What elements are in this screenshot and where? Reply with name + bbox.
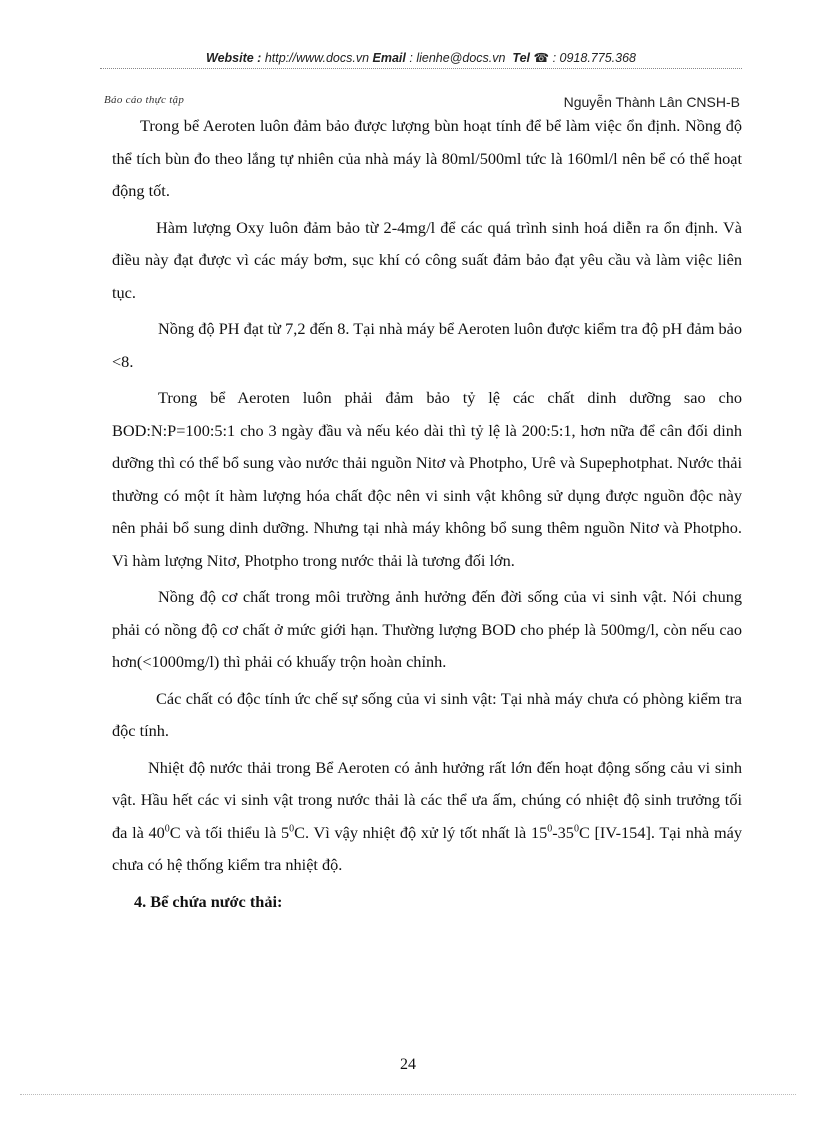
email-value[interactable]: : lienhe@docs.vn: [409, 51, 506, 65]
temp-text-5: C [IV-154]. Tại nhà máy chưa có hệ thống kiểm tra nhiệt độ.: [112, 822, 742, 874]
paragraph: Hàm lượng Oxy luôn đảm bảo từ 2-4mg/l để các quá trình sinh hoá diễn ra ổn định. Và điều này đạt được vì các máy bơm, sục khí có công suất đảm bảo đạt yêu cầu và làm việc liên tục.: [112, 217, 742, 302]
temp-text-2: C và tối thiểu là 5: [169, 822, 290, 842]
paragraph: Các chất có độc tính ức chế sự sống của vi sinh vật: Tại nhà máy chưa có phòng kiểm tra độc tính.: [112, 688, 742, 740]
temp-text-1: Nhiệt độ nước thải trong Bể Aeroten có ảnh hưởng rất lớn đến hoạt động sống cảu vi sinh vật. Hầu hết các vi sinh vật trong nước thải là các thể ưa ấm, chúng có nhiệt độ sinh trưởng tối đa là 40: [112, 757, 742, 842]
running-head-left: Báo cáo thực tập: [104, 94, 185, 106]
degree-sup: 0: [547, 823, 553, 835]
phone-icon: ☎: [533, 51, 550, 65]
paragraph: Trong bể Aeroten luôn đảm bảo được lượng bùn hoạt tính để bể làm việc ổn định. Nồng độ thể tích bùn đo theo lắng tự nhiên của nhà máy là 80ml/500ml tức là 160ml/l nên bể có thể hoạt động tốt.: [112, 116, 742, 200]
paragraph: Trong bể Aeroten luôn phải đảm bảo tỷ lệ các chất dinh dưỡng sao cho BOD:N:P=100:5:1 cho 3 ngày đầu và nếu kéo dài thì tỷ lệ là 200:5:1, hơn nữa để cân đối dinh dưỡng thì có thể bổ sung vào nước thải nguồn Nitơ và Photpho, Urê và Supephotphat. Nước thải thường có một ít hàm lượng hóa chất độc nên vi sinh vật không sử dụng được nguồn độc này nên phải bổ sung dinh dưỡng. Nhưng tại nhà máy không bổ sung thêm nguồn Nitơ và Photpho. Vì hàm lượng Nitơ, Photpho trong nước thải là tương đối lớn.: [112, 388, 742, 570]
website-label: Website :: [206, 51, 262, 65]
running-head-right: Nguyễn Thành Lân CNSH-B: [563, 94, 740, 110]
page-number: 24: [400, 1056, 416, 1073]
body-text: [112, 110, 742, 922]
section-heading: 4. Bể chứa nước thải:: [134, 891, 283, 911]
temp-text-4: -35: [552, 822, 574, 842]
paragraph: Nồng độ PH đạt từ 7,2 đến 8. Tại nhà máy bể Aeroten luôn được kiểm tra độ pH đảm bảo <8.: [112, 319, 742, 371]
footer-divider: [20, 1094, 796, 1095]
tel-value: : 0918.775.368: [552, 51, 636, 65]
website-url[interactable]: http://www.docs.vn: [264, 51, 370, 65]
tel-label: Tel: [512, 51, 531, 65]
email-label: Email: [372, 51, 406, 65]
paragraph-temperature: [112, 752, 742, 882]
degree-sup: 0: [573, 823, 579, 835]
paragraph: Nồng độ cơ chất trong môi trường ảnh hưởng đến đời sống của vi sinh vật. Nói chung phải có nồng độ cơ chất ở mức giới hạn. Thường lượng BOD cho phép là 500mg/l, còn nếu cao hơn(<1000mg/l) thì phải có khuấy trộn hoàn chỉnh.: [112, 587, 742, 671]
site-header: [100, 50, 742, 70]
temp-text-3: C. Vì vậy nhiệt độ xử lý tốt nhất là 15: [294, 822, 548, 842]
header-divider: [100, 68, 742, 69]
degree-sup: 0: [289, 823, 295, 835]
degree-sup: 0: [164, 823, 170, 835]
